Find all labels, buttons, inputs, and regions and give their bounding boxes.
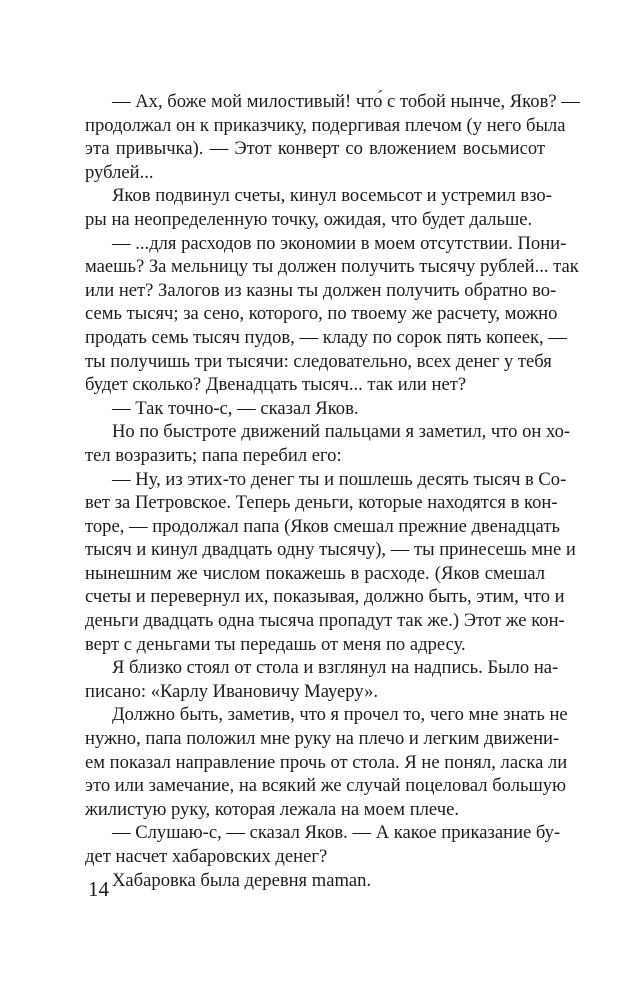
text-line: счеты и перевернул их, показывая, должно быть, этим, что и — [85, 586, 565, 608]
text-line: или нет? Залогов из казны ты должен получить обратно во- — [85, 279, 557, 301]
text-line: дет насчет хабаровских денег? — [85, 846, 328, 867]
text-line: верт с деньгами ты передашь от меня по адресу. — [85, 633, 466, 655]
text-line: тел возразить; папа перебил его: — [85, 444, 342, 466]
text-line: — Ах, боже мой милостивый! что́ с тобой нынче, Яков? — — [112, 91, 580, 112]
text-line: будет сколько? Двенадцать тысяч... так или нет? — [85, 374, 467, 396]
page-number: 14 — [88, 877, 109, 901]
text-line: ты получишь три тысячи: следовательно, всех денег у тебя — [85, 350, 552, 372]
text-line: — Слушаю-с, — сказал Яков. — А какое приказание бу- — [112, 822, 561, 844]
body-text — [85, 90, 580, 892]
text-line: нужно, папа положил мне руку на плечо и легким движени- — [85, 728, 560, 750]
text-line: тысяч и кинул двадцать одну тысячу), — ты принесешь мне и — [85, 539, 576, 561]
text-line: торе, — продолжал папа (Яков смешал прежние двенадцать — [85, 515, 560, 537]
text-line: рублей... — [85, 161, 154, 183]
text-line: писано: «Карлу Ивановичу Мауеру». — [85, 680, 379, 702]
text-line: эта привычка). — Этот конверт со вложением восьмисот — [85, 138, 545, 160]
text-line: нынешним же числом покажешь в расходе. (Яков смешал — [85, 562, 545, 584]
text-line: — ...для расходов по экономии в моем отсутствии. Пони- — [112, 232, 567, 254]
text-line: продать семь тысяч пудов, — кладу по сорок пять копеек, — — [85, 326, 567, 348]
text-line: Яков подвинул счеты, кинул восемьсот и устремил взо- — [112, 185, 552, 207]
text-line: — Ну, из этих-то денег ты и пошлешь десять тысяч в Со- — [112, 468, 567, 490]
text-line: Хабаровка была деревня maman. — [112, 869, 372, 891]
text-line: деньги двадцать одна тысяча пропадут так же.) Этот же кон- — [85, 610, 565, 632]
text-line: это или замечание, на всякий же случай поцеловал большую — [85, 775, 566, 797]
text-line: жилистую руку, которая лежала на моем плече. — [85, 798, 459, 820]
text-line: семь тысяч; за сено, которого, по твоему же расчету, можно — [85, 303, 558, 325]
text-line: ем показал направление прочь от стола. Я не понял, ласка ли — [85, 751, 568, 773]
text-line: продолжал он к приказчику, подергивая плечом (у него была — [85, 114, 566, 136]
text-line: маешь? За мельницу ты должен получить тысячу рублей... так — [85, 256, 579, 278]
text-line: Я близко стоял от стола и взглянул на надпись. Было на- — [112, 657, 559, 679]
text-line: — Так точно-с, — сказал Яков. — [112, 397, 359, 419]
text-line: ры на неопределенную точку, ожидая, что будет дальше. — [85, 208, 533, 230]
text-line: Должно быть, заметив, что я прочел то, чего мне знать не — [112, 704, 568, 726]
text-line: Но по быстроте движений пальцами я заметил, что он хо- — [112, 421, 571, 443]
text-line: вет за Петровское. Теперь деньги, которые находятся в кон- — [85, 492, 558, 514]
